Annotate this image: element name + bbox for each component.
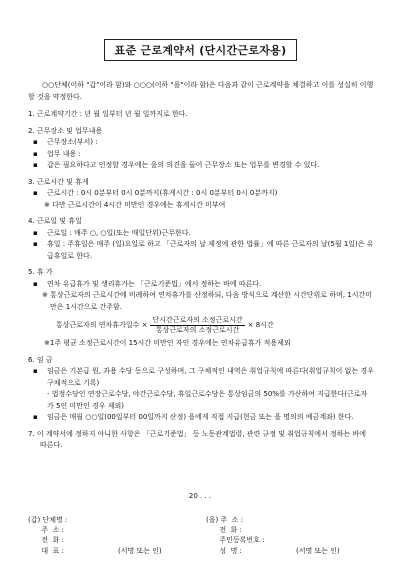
party-b-row (206, 535, 381, 545)
holiday-line: ▪ 휴일 : 주휴일은 매주 (일)요일로 하고 「근로자의 날 제정에 관한 법률」에 따른 근로자의 날(5월 1일)은 유급휴일로 한다. (28, 239, 374, 262)
document-title (104, 39, 297, 61)
hours-note: ※ 다만 근로시간이 4시간 미만인 경우에는 휴게시간 미부여 (44, 200, 226, 209)
title-text: 표준 근로계약서 (단시간근로자용) (114, 44, 287, 57)
party-b-label: 전 화 : (206, 526, 242, 535)
section-4-title: 4. 근로일 및 휴일 (28, 217, 82, 225)
party-a-row (28, 525, 203, 535)
formula-fraction (150, 316, 244, 335)
party-b-row (206, 515, 381, 525)
party-b-block (206, 515, 381, 556)
wage-composition-line: ▪ 임금은 기본급 원, 과용 수당 등으로 구성하며, 그 구체적인 내역은 취업규칙에 따른다(취업규칙이 없는 경우 구체적으로 기록) (28, 366, 374, 389)
party-a-label: (갑) 단체명 : (28, 516, 68, 524)
work-content-line: ▪ 업무 내용 : (28, 149, 374, 161)
wage-allowance-line: - 법정수당인 연장근로수당, 야간근로수당, 휴일근로수당은 통상임금의 50%를 가산하여 지급한다(근로자가 5인 미만인 경우 제외) (47, 390, 368, 410)
intro-paragraph: ○○단체(이하 "갑"이라 함)와 ○○○(이하 "을"이라 함)은 다음과 같이 근로계약을 체결하고 이를 성실히 이행할 것을 약정한다. (28, 81, 374, 101)
section-6-title: 6. 임 금 (28, 355, 53, 364)
party-a-block (28, 515, 203, 556)
contract-date: 20 . . . (188, 492, 212, 500)
section-1-text: 1. 근로계약기간 : 년 월 일부터 년 월 일까지로 한다. (28, 110, 188, 118)
section-hours (28, 177, 374, 212)
leave-note-2: ※1주 평균 소정근로시간이 15시간 미만인 자인 경우에는 연차유급휴가 적용제외 (44, 339, 291, 347)
party-a-row (28, 515, 203, 525)
wage-payment-line: ▪ 임금은 매월 ○○일(00일부터 00일까지 산정) 을에게 직접 지급(현금 또는 을 명의의 예금계좌) 한다. (28, 412, 374, 424)
formula-left: 통상근로자의 연차휴가일수 × (56, 320, 148, 329)
work-change-line: ▪ 갑은 필요하다고 인정할 경우에는 을의 의견을 들어 근무장소 또는 업무를 변경할 수 있다. (28, 160, 374, 172)
leave-note: ※ 통상근로자의 근로시간에 비례하여 연차휴가를 산정하되, 다음 방식으로 계산한 시간단위로 하며, 1시간미만은 1시간으로 간주함. (42, 291, 373, 311)
workplace-line: ▪ 근무장소(부서) : (28, 137, 374, 149)
section-other (28, 429, 374, 452)
section-workplace (28, 126, 374, 172)
party-a-label: 전 화 : (28, 536, 64, 545)
party-b-row (206, 525, 381, 535)
party-a-signature-mark: (서명 또는 인) (118, 546, 162, 555)
section-3-title: 3. 근로시간 및 휴게 (28, 177, 89, 186)
party-a-label: 대 표 : (28, 546, 64, 555)
section-7-text: 7. 이 계약서에 정하지 아니한 사항은 「근로기준법」 등 노동관계법령, 관련 규정 및 취업규칙에서 정하는 바에 따른다. (28, 429, 367, 449)
section-5-title: 5. 휴 가 (28, 268, 53, 276)
section-2-title: 2. 근무장소 및 업무내용 (28, 126, 103, 135)
section-leave (28, 267, 374, 350)
leave-line: ▪ 연차 유급휴가 및 생리휴가는 「근로기준법」에서 정하는 바에 따른다. (28, 279, 374, 291)
party-b-signature-mark: (서명 또는 인) (296, 546, 340, 555)
party-b-label: 성 명 : (206, 546, 242, 555)
party-b-label: (을) 주 소 : (206, 516, 244, 524)
formula-numerator: 단시간근로자의 소정근로시간 (152, 316, 243, 324)
hours-line: ▪ 근로시간 : 0시 0분부터 0시 0분까지(휴게시간 : 0시 0분부터 0시 0분까지) (28, 188, 374, 200)
party-b-row (206, 546, 381, 556)
party-a-row (28, 535, 203, 545)
party-a-label: 주 소 : (28, 526, 64, 535)
section-workdays (28, 216, 374, 262)
workday-line: ▪ 근로일 : 매주 ○, ○일(또는 매일단위)근무한다. (28, 228, 374, 240)
section-contract-period (28, 109, 374, 121)
party-a-row (28, 546, 203, 556)
section-wage (28, 355, 374, 424)
formula-right: × 8시간 (247, 320, 274, 329)
leave-formula (28, 316, 374, 335)
contract-body (28, 80, 374, 457)
formula-denominator: 통상근로자의 소정근로시간 (155, 326, 240, 334)
party-b-label: 주민등록번호 : (206, 536, 265, 545)
